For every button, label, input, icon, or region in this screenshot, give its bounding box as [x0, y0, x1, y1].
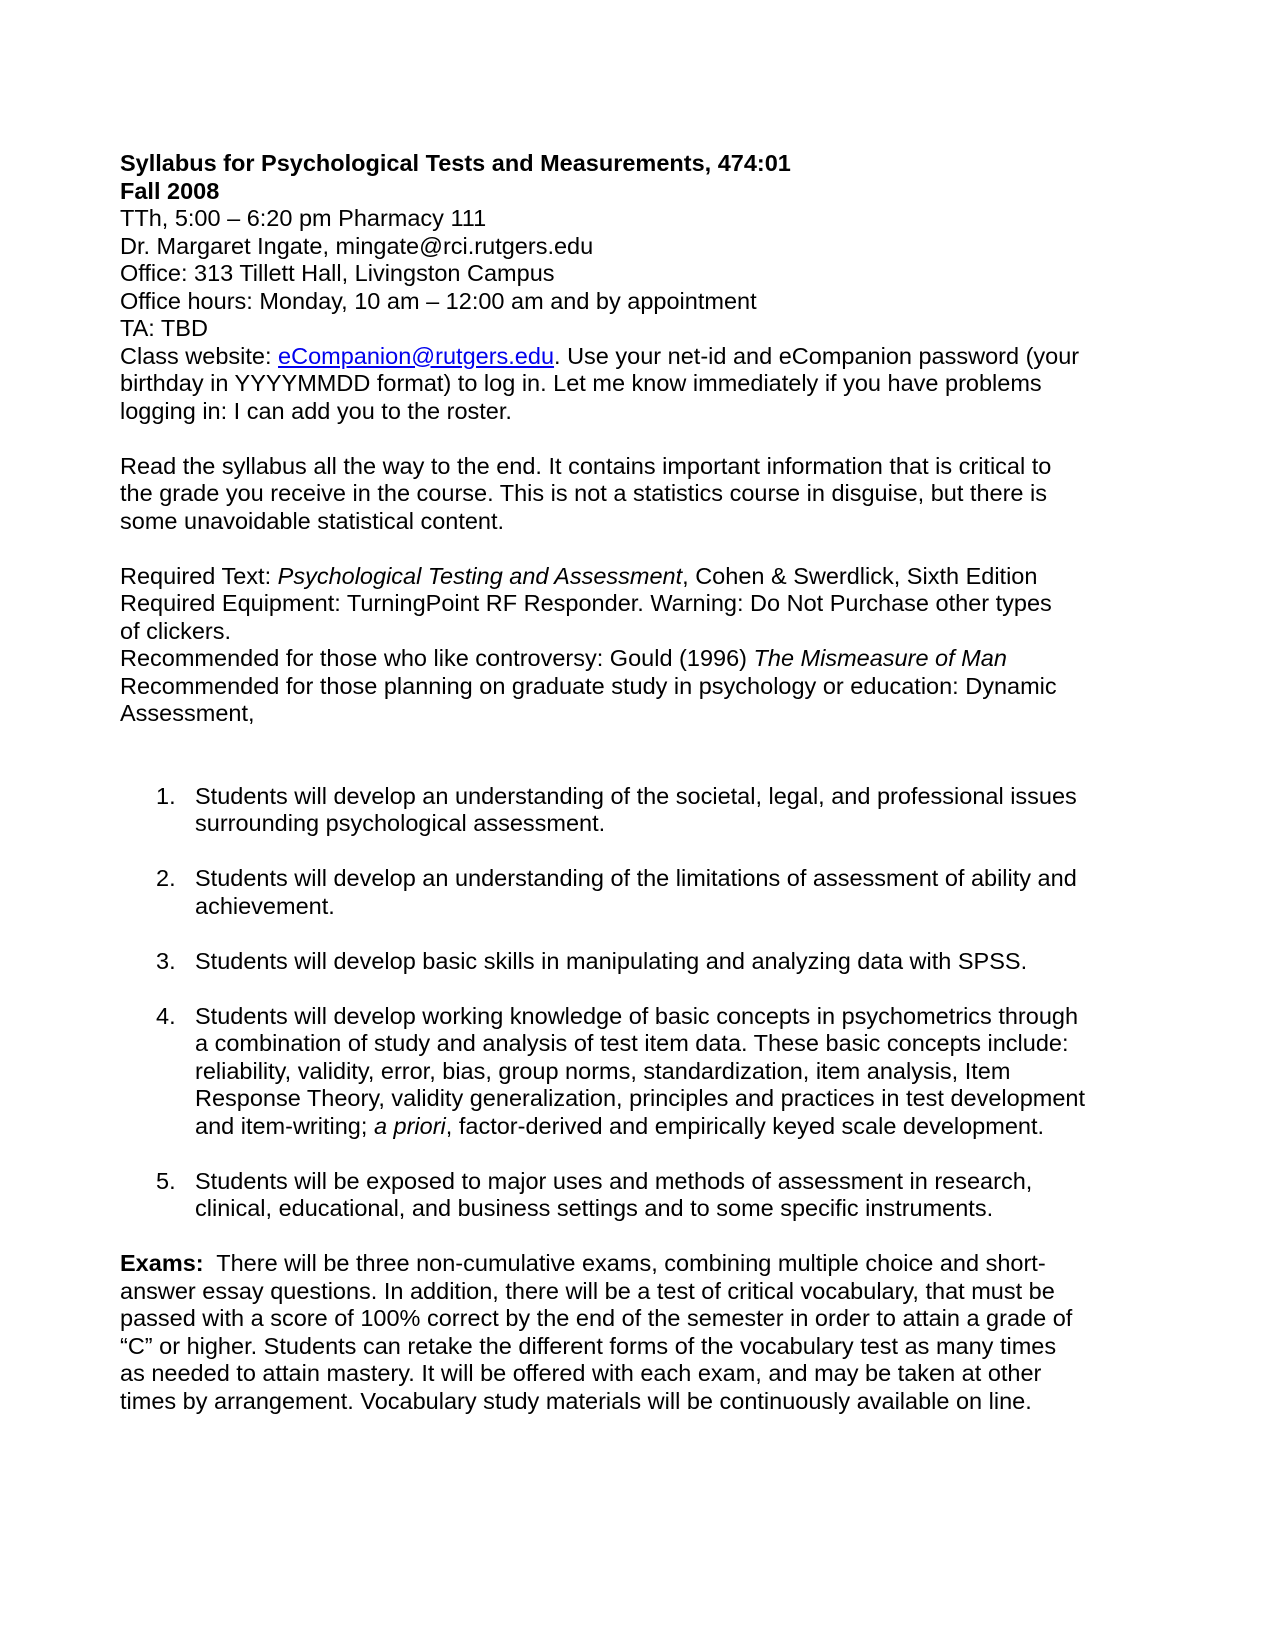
exams-line: as needed to attain mastery. It will be offered with each exam, and may be taken at other: [120, 1360, 1042, 1386]
objective-line: Students will be exposed to major uses and methods of assessment in research,: [195, 1167, 1033, 1194]
objective-number: 3.: [156, 947, 176, 974]
recommended-graduate: Recommended for those planning on graduate study in psychology or education: Dynamic: [120, 672, 1057, 699]
class-website-link[interactable]: eCompanion@rutgers.edu: [278, 342, 555, 369]
required-text-authors: , Cohen & Swerdlick, Sixth Edition: [682, 562, 1038, 589]
office-hours: Office hours: Monday, 10 am – 12:00 am and by appointment: [120, 287, 757, 314]
objective-italic-term: a priori: [373, 1112, 446, 1139]
objective-item: [120, 865, 1160, 920]
objective-item: [120, 1003, 1160, 1141]
objective-text: , factor-derived and empirically keyed scale development.: [445, 1112, 1045, 1139]
required-text: [120, 563, 1160, 591]
objective-number: 1.: [156, 782, 176, 809]
exams-text: There will be three non-cumulative exams, combining multiple choice and short-: [203, 1250, 1046, 1276]
exams-line: answer essay questions. In addition, there will be a test of critical vocabulary, that must be: [120, 1277, 1055, 1304]
term-label: Fall 2008: [120, 177, 220, 204]
recommended-controversy: [120, 645, 1160, 673]
objective-item: [120, 783, 1160, 838]
class-website-instructions: . Use your net-id and eCompanion password (your: [554, 342, 1080, 369]
instructor-info: Dr. Margaret Ingate, mingate@rci.rutgers.edu: [120, 232, 594, 259]
spacer: [120, 535, 1160, 563]
required-equipment-cont: of clickers.: [120, 617, 231, 644]
exams-line: “C” or higher. Students can retake the different forms of the vocabulary test as many times: [120, 1332, 1057, 1359]
intro-line: the grade you receive in the course. This is not a statistics course in disguise, but there is: [120, 480, 1047, 506]
office-location: Office: 313 Tillett Hall, Livingston Campus: [120, 260, 555, 286]
class-schedule: TTh, 5:00 – 6:20 pm Pharmacy 111: [120, 205, 487, 231]
spacer: [120, 728, 1160, 783]
objective-line: Students will develop an understanding of the societal, legal, and professional issues: [195, 782, 1077, 809]
objective-line: Students will develop an understanding of the limitations of assessment of ability and: [195, 865, 1077, 891]
syllabus-page: [120, 150, 1160, 1415]
intro-line: Read the syllabus all the way to the end. It contains important information that is critical to: [120, 452, 1052, 479]
objective-line: surrounding psychological assessment.: [195, 810, 606, 836]
objective-line: Students will develop basic skills in manipulating and analyzing data with SPSS.: [195, 947, 1028, 974]
required-equipment: Required Equipment: TurningPoint RF Responder. Warning: Do Not Purchase other types: [120, 590, 1052, 616]
objective-line: clinical, educational, and business settings and to some specific instruments.: [195, 1195, 994, 1221]
objective-number: 4.: [156, 1002, 176, 1029]
objectives-list: [120, 783, 1160, 1223]
class-website-prefix: Class website:: [120, 342, 279, 369]
objective-item: [120, 948, 1160, 976]
syllabus-title: Syllabus for Psychological Tests and Measurements, 474:01: [120, 150, 791, 176]
class-website-line-3: logging in: I can add you to the roster.: [120, 397, 512, 424]
class-website-line-2: birthday in YYYYMMDD format) to log in. Let me know immediately if you have problems: [120, 370, 1042, 396]
intro-line: some unavoidable statistical content.: [120, 507, 505, 534]
objective-line: reliability, validity, error, bias, group norms, standardization, item analysis, Item: [195, 1057, 1011, 1084]
exams-line: passed with a score of 100% correct by the end of the semester in order to attain a grade of: [120, 1305, 1073, 1331]
recommended-controversy-title: The Mismeasure of Man: [753, 645, 1007, 671]
intro-paragraph: [120, 453, 1160, 536]
required-text-label: Required Text:: [120, 562, 278, 589]
objective-text: and item-writing;: [195, 1112, 374, 1139]
objective-line: Students will develop working knowledge of basic concepts in psychometrics through: [195, 1002, 1079, 1029]
exams-line: times by arrangement. Vocabulary study materials will be continuously available on line.: [120, 1387, 1032, 1414]
spacer: [120, 425, 1160, 453]
class-website-line: [120, 343, 1160, 371]
objective-line: [195, 1113, 1160, 1141]
objective-line: a combination of study and analysis of test item data. These basic concepts include:: [195, 1030, 1069, 1056]
objective-item: [120, 1168, 1160, 1223]
required-text-title: Psychological Testing and Assessment: [277, 562, 683, 589]
objective-line: achievement.: [195, 892, 335, 919]
ta-info: TA: TBD: [120, 315, 208, 341]
objective-line: Response Theory, validity generalization, principles and practices in test development: [195, 1085, 1086, 1111]
recommended-controversy-label: Recommended for those who like controversy: Gould (1996): [120, 645, 754, 671]
objective-number: 5.: [156, 1167, 176, 1194]
objective-number: 2.: [156, 865, 176, 891]
recommended-graduate-cont: Assessment,: [120, 700, 255, 726]
exams-line: [120, 1250, 1160, 1278]
exams-heading: Exams:: [120, 1250, 204, 1276]
exams-section: [120, 1250, 1160, 1415]
